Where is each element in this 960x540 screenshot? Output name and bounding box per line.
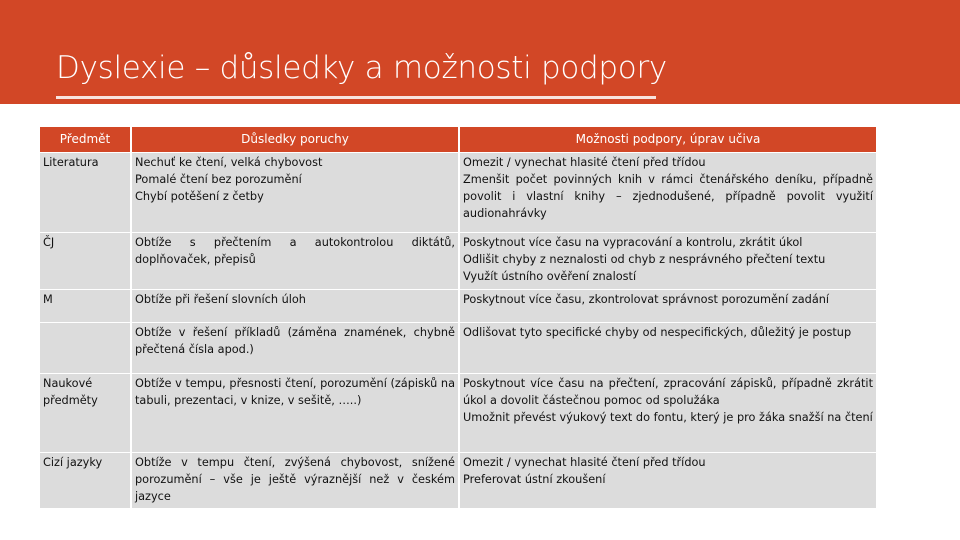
cell-text: Zmenšit počet povinných knih v rámci čtenářského deníku, případně povolit i vlastní knihy – zjednodušené, případně povolit využití audionahrávky [463,173,873,220]
cell-text: Omezit / vynechat hlasité čtení před třídou [463,456,706,469]
effects-cell [132,289,460,322]
subject-cell [40,452,132,508]
support-table [40,127,878,508]
table-row [40,232,878,289]
subject-cell [40,232,132,289]
cell-text: Obtíže při řešení slovních úloh [135,293,306,306]
cell-text: Literatura [43,156,99,169]
effects-cell [132,232,460,289]
cell-text: Obtíže s přečtením a autokontrolou diktátů, doplňovaček, přepisů [135,236,455,266]
cell-text: Naukové předměty [43,377,98,407]
subject-cell [40,373,132,452]
effects-cell [132,373,460,452]
cell-text: Obtíže v řešení příkladů (záměna znamének, chybně přečtená čísla apod.) [135,326,455,356]
support-cell [460,452,878,508]
table-row [40,289,878,322]
effects-cell [132,452,460,508]
cell-text: Nechuť ke čtení, velká chybovost [135,156,323,169]
header-subject: Předmět [40,127,132,152]
cell-text: Poskytnout více času na vypracování a kontrolu, zkrátit úkol [463,236,803,249]
cell-text: M [43,293,53,306]
effects-cell [132,152,460,232]
support-cell [460,152,878,232]
cell-text: Cizí jazyky [43,456,103,469]
support-cell [460,373,878,452]
cell-text: Obtíže v tempu, přesnosti čtení, porozumění (zápisků na tabuli, prezentaci, v knize, v sešitě, …..) [135,377,455,407]
support-cell [460,289,878,322]
support-cell [460,322,878,373]
cell-text: Využít ústního ověření znalostí [463,270,637,283]
title-underline [56,96,656,99]
table-row [40,452,878,508]
cell-text: Odlišovat tyto specifické chyby od nespecifických, důležitý je postup [463,326,852,339]
cell-text: Umožnit převést výukový text do fontu, který je pro žáka snažší na čtení [463,411,873,424]
subject-cell [40,152,132,232]
table-header-row [40,127,878,152]
subject-cell [40,322,132,373]
cell-text: Pomalé čtení bez porozumění [135,173,302,186]
table-row [40,322,878,373]
support-cell [460,232,878,289]
cell-text: Poskytnout více času, zkontrolovat správnost porozumění zadání [463,293,830,306]
cell-text: Poskytnout více času na přečtení, zpracování zápisků, případně zkrátit úkol a dovolit částečnou pomoc od spolužáka [463,377,873,407]
header-support: Možnosti podpory, úprav učiva [460,127,878,152]
table-row [40,152,878,232]
cell-text: Chybí potěšení z četby [135,190,264,203]
table-row [40,373,878,452]
cell-text: Omezit / vynechat hlasité čtení před třídou [463,156,706,169]
slide-title: Dyslexie – důsledky a možnosti podpory [56,50,667,86]
effects-cell [132,322,460,373]
cell-text: Obtíže v tempu čtení, zvýšená chybovost, snížené porozumění – vše je ještě výraznější než v českém jazyce [135,456,455,503]
cell-text: Odlišit chyby z neznalosti od chyb z nesprávného přečtení textu [463,253,826,266]
subject-cell [40,289,132,322]
cell-text: ČJ [43,236,55,249]
cell-text: Preferovat ústní zkoušení [463,473,606,486]
header-effects: Důsledky poruchy [132,127,460,152]
